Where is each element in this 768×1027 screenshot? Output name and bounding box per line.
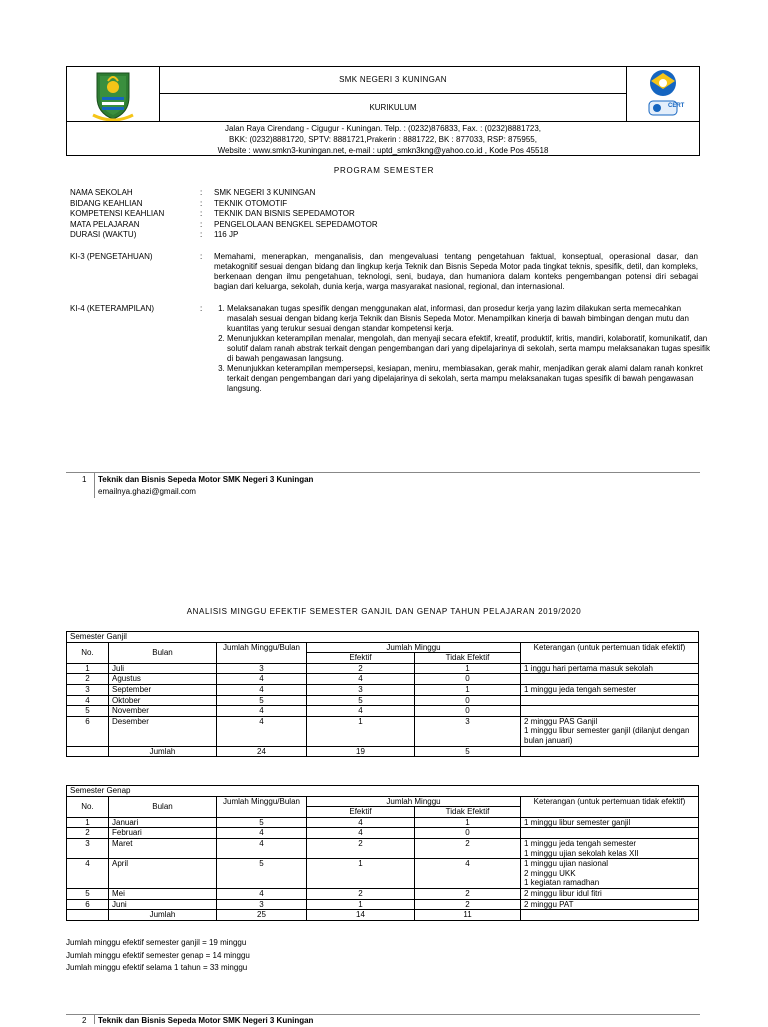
- cell-jumlah: 4: [217, 838, 307, 858]
- school-logo-icon: [627, 67, 699, 121]
- cell-bulan: Februari: [109, 828, 217, 839]
- cell-tidak-efektif: 0: [415, 674, 521, 685]
- summary-line: Jumlah minggu efektif selama 1 tahun = 33 minggu: [66, 963, 248, 972]
- cell-keterangan: 2 minggu PAT: [521, 899, 699, 910]
- col-header-efektif: Efektif: [307, 807, 415, 818]
- col-header-bulan: Bulan: [109, 642, 217, 663]
- cell-keterangan: 1 inggu hari pertama masuk sekolah: [521, 663, 699, 674]
- cell-jumlah: 3: [217, 899, 307, 910]
- contact-line: Website : www.smkn3-kuningan.net, e-mail : uptd_smkn3kng@yahoo.co.id , Kode Pos 45518: [217, 146, 549, 155]
- document-type: KURIKULUM: [369, 103, 417, 112]
- total-jumlah: 24: [217, 746, 307, 757]
- cell: [521, 910, 699, 921]
- semester-label: Semester Ganjil: [67, 632, 699, 643]
- ki4-item: 3. Menunjukkan keterampilan mempersepsi, kesiapan, meniru, membiasakan, gerak mahir, menjadikan gerak alami dalam ranah konkret terkait dengan pengembangan dari yang dipelajarinya di sekolah, serta mampu melaksanakan tugas spesifik di bawah pengawasan langsung.: [227, 364, 711, 394]
- total-tidak-efektif: 11: [415, 910, 521, 921]
- cell-efektif: 5: [307, 695, 415, 706]
- table-row: [67, 716, 699, 746]
- ki4-item: 2. Menunjukkan keterampilan menalar, mengolah, dan menyaji secara efektif, kreatif, produktif, kritis, mandiri, kolaboratif, komunikatif, dan solutif dalam ranah abstrak terkait dengan pengembangan dari yang dipelajarinya di sekolah, serta mampu melaksanakan tugas spesifik di bawah pengawasan langsung.: [227, 334, 711, 364]
- footer-divider: [94, 1014, 95, 1024]
- info-label: DURASI (WAKTU): [70, 230, 137, 239]
- cell-no: 5: [67, 888, 109, 899]
- semester-ganjil-table: [66, 631, 699, 757]
- cell-jumlah: 4: [217, 706, 307, 717]
- ki4-list: [214, 304, 711, 394]
- letterhead: [66, 66, 700, 156]
- cell-keterangan: 1 minggu ujian nasional 2 minggu UKK 1 kegiatan ramadhan: [521, 859, 699, 889]
- west-java-emblem-icon: [67, 67, 159, 121]
- cell-no: 2: [67, 674, 109, 685]
- colon: :: [200, 219, 203, 229]
- ki4-item: 1. Melaksanakan tugas spesifik dengan menggunakan alat, informasi, dan prosedur kerja yang lazim dilakukan serta memecahkan masalah sesuai dengan bidang kerja Teknik dan Bisnis Sepeda Motor. Menampilkan kinerja di bawah bimbingan dengan mutu dan kuantitas yang terukur sesuai dengan standar kompetensi kerja.: [227, 304, 711, 334]
- cell-no: 1: [67, 817, 109, 828]
- table-caption-row: [67, 632, 699, 643]
- table-row: [67, 828, 699, 839]
- cell-no: 4: [67, 695, 109, 706]
- cell-keterangan: 1 minggu libur semester ganjil: [521, 817, 699, 828]
- colon: :: [200, 252, 203, 261]
- provincial-logo-cell: [67, 67, 160, 121]
- table-row: [67, 706, 699, 717]
- total-tidak-efektif: 5: [415, 746, 521, 757]
- col-header-no: No.: [67, 642, 109, 663]
- info-row: [70, 230, 378, 241]
- cell-jumlah: 5: [217, 859, 307, 889]
- cell-efektif: 4: [307, 828, 415, 839]
- cell-tidak-efektif: 0: [415, 695, 521, 706]
- cell-keterangan: [521, 674, 699, 685]
- col-header-tidak-efektif: Tidak Efektif: [415, 807, 521, 818]
- cell-keterangan: 2 minggu libur idul fitri: [521, 888, 699, 899]
- col-header-jumlah: Jumlah Minggu/Bulan: [217, 796, 307, 817]
- cell-jumlah: 3: [217, 663, 307, 674]
- cert-badge: CERT: [668, 103, 685, 109]
- cell-efektif: 3: [307, 684, 415, 695]
- cell-no: 3: [67, 684, 109, 695]
- info-row: [70, 188, 378, 199]
- cell-no: 3: [67, 838, 109, 858]
- cell-no: 1: [67, 663, 109, 674]
- total-efektif: 14: [307, 910, 415, 921]
- info-value: TEKNIK OTOMOTIF: [214, 198, 288, 208]
- colon: :: [200, 304, 203, 313]
- col-header-keterangan: Keterangan (untuk pertemuan tidak efektif): [521, 796, 699, 817]
- cell-bulan: Mei: [109, 888, 217, 899]
- cell-no: 6: [67, 899, 109, 910]
- table-row: [67, 674, 699, 685]
- cell-keterangan: 1 minggu jeda tengah semester: [521, 684, 699, 695]
- footer-divider: [94, 472, 95, 498]
- info-row: [70, 209, 378, 220]
- cell-bulan: Januari: [109, 817, 217, 828]
- table-row: [67, 859, 699, 889]
- table-row: [67, 663, 699, 674]
- info-value: 116 JP: [214, 230, 239, 239]
- info-label: NAMA SEKOLAH: [70, 188, 133, 197]
- address-line: Jalan Raya Cirendang - Cigugur - Kuningan. Telp. : (0232)876833, Fax. : (0232)8881723,: [224, 124, 542, 133]
- ki4-label: KI-4 (KETERAMPILAN): [70, 304, 155, 313]
- page-number: 1: [82, 475, 87, 484]
- colon: :: [200, 198, 203, 208]
- info-value: PENGELOLAAN BENGKEL SEPEDAMOTOR: [214, 219, 378, 229]
- col-header-no: No.: [67, 796, 109, 817]
- cell-tidak-efektif: 1: [415, 663, 521, 674]
- cell-jumlah: 4: [217, 674, 307, 685]
- ki3-label: KI-3 (PENGETAHUAN): [70, 252, 153, 261]
- cell-efektif: 2: [307, 888, 415, 899]
- colon: :: [200, 230, 203, 239]
- info-label: MATA PELAJARAN: [70, 219, 140, 229]
- info-value: SMK NEGERI 3 KUNINGAN: [214, 188, 316, 197]
- cell-tidak-efektif: 1: [415, 684, 521, 695]
- school-logo-cell: [626, 67, 699, 121]
- analysis-title: ANALISIS MINGGU EFEKTIF SEMESTER GANJIL DAN GENAP TAHUN PELAJARAN 2019/2020: [186, 607, 582, 616]
- cell-no: 5: [67, 706, 109, 717]
- cell-no: 4: [67, 859, 109, 889]
- effective-weeks-summary: [66, 937, 250, 975]
- cell-jumlah: 5: [217, 695, 307, 706]
- table-header-row: [67, 796, 699, 807]
- colon: :: [200, 209, 203, 218]
- info-label: BIDANG KEAHLIAN: [70, 198, 143, 208]
- cell-no: 6: [67, 716, 109, 746]
- cell-bulan: Juli: [109, 663, 217, 674]
- info-value: TEKNIK DAN BISNIS SEPEDAMOTOR: [214, 209, 355, 218]
- table-total-row: [67, 746, 699, 757]
- page-title: PROGRAM SEMESTER: [333, 166, 435, 175]
- info-row: [70, 199, 378, 210]
- cell-tidak-efektif: 0: [415, 706, 521, 717]
- cell-bulan: Oktober: [109, 695, 217, 706]
- table-header-row: [67, 642, 699, 653]
- cell-bulan: Maret: [109, 838, 217, 858]
- school-address: [67, 121, 699, 159]
- cell-tidak-efektif: 4: [415, 859, 521, 889]
- footer-rule: [66, 472, 700, 473]
- table-row: [67, 684, 699, 695]
- semester-genap-table: [66, 785, 699, 921]
- cell-keterangan: [521, 828, 699, 839]
- page-number: 2: [82, 1016, 87, 1025]
- cell-keterangan: [521, 706, 699, 717]
- footer-text: Teknik dan Bisnis Sepeda Motor SMK Negeri 3 Kuningan: [98, 475, 314, 484]
- col-header-jumlah: Jumlah Minggu/Bulan: [217, 642, 307, 663]
- cell: [67, 746, 109, 757]
- total-label: Jumlah: [109, 910, 217, 921]
- cell-efektif: 4: [307, 817, 415, 828]
- cell-bulan: November: [109, 706, 217, 717]
- total-efektif: 19: [307, 746, 415, 757]
- col-header-tidak-efektif: Tidak Efektif: [415, 653, 521, 664]
- footer-email: emailnya.ghazi@gmail.com: [98, 487, 196, 496]
- table-row: [67, 888, 699, 899]
- cell-bulan: September: [109, 684, 217, 695]
- cell-keterangan: 1 minggu jeda tengah semester 1 minggu ujian sekolah kelas XII: [521, 838, 699, 858]
- table-row: [67, 899, 699, 910]
- cell-tidak-efektif: 2: [415, 899, 521, 910]
- cell-bulan: Desember: [109, 716, 217, 746]
- cell: [67, 910, 109, 921]
- col-header-jumlah-minggu: Jumlah Minggu: [307, 642, 521, 653]
- school-name: SMK NEGERI 3 KUNINGAN: [159, 67, 627, 94]
- table-caption-row: [67, 786, 699, 797]
- table-row: [67, 695, 699, 706]
- col-header-keterangan: Keterangan (untuk pertemuan tidak efektif): [521, 642, 699, 663]
- cell-bulan: Agustus: [109, 674, 217, 685]
- cell-efektif: 1: [307, 899, 415, 910]
- summary-line: Jumlah minggu efektif semester genap = 14 minggu: [66, 950, 250, 960]
- cell: [521, 746, 699, 757]
- cell-tidak-efektif: 3: [415, 716, 521, 746]
- table-row: [67, 817, 699, 828]
- colon: :: [200, 188, 203, 197]
- total-jumlah: 25: [217, 910, 307, 921]
- total-label: Jumlah: [109, 746, 217, 757]
- cell-keterangan: 2 minggu PAS Ganjil 1 minggu libur semester ganjil (dilanjut dengan bulan januari): [521, 716, 699, 746]
- cell-no: 2: [67, 828, 109, 839]
- cell-tidak-efektif: 2: [415, 888, 521, 899]
- col-header-bulan: Bulan: [109, 796, 217, 817]
- info-label: KOMPETENSI KEAHLIAN: [70, 209, 165, 218]
- cell-tidak-efektif: 1: [415, 817, 521, 828]
- semester-label: Semester Genap: [67, 786, 699, 797]
- cell-efektif: 1: [307, 859, 415, 889]
- cell-jumlah: 5: [217, 817, 307, 828]
- table-row: [67, 838, 699, 858]
- table-total-row: [67, 910, 699, 921]
- cell-bulan: April: [109, 859, 217, 889]
- cell-keterangan: [521, 695, 699, 706]
- identity-table: [70, 188, 378, 241]
- ki3-text: Memahami, menerapkan, menganalisis, dan mengevaluasi tentang pengetahuan faktual, konseptual, operasional dasar, dan metakognitif sesuai dengan bidang dan lingkup kerja Teknik dan Bisnis Sepeda Motor pada tingkat teknis, spesifik, detil, dan kompleks, berkenaan dengan ilmu pengetahuan, teknologi, seni, budaya, dan humaniora dalam konteks pengembangan potensi diri sebagai bagian dari keluarga, sekolah, dunia kerja, warga masyarakat nasional, regional, dan internasional.: [214, 252, 698, 291]
- footer-text: Teknik dan Bisnis Sepeda Motor SMK Negeri 3 Kuningan: [98, 1016, 314, 1025]
- cell-efektif: 1: [307, 716, 415, 746]
- cell-efektif: 4: [307, 674, 415, 685]
- cell-jumlah: 4: [217, 888, 307, 899]
- col-header-efektif: Efektif: [307, 653, 415, 664]
- info-row: [70, 220, 378, 231]
- summary-line: Jumlah minggu efektif semester ganjil = 19 minggu: [66, 938, 247, 947]
- cell-bulan: Juni: [109, 899, 217, 910]
- col-header-jumlah-minggu: Jumlah Minggu: [307, 796, 521, 807]
- cell-jumlah: 4: [217, 716, 307, 746]
- address-line: BKK: (0232)8881720, SPTV: 8881721,Prakerin : 8881722, BK : 877033, RSP: 875955,: [229, 135, 537, 144]
- cell-efektif: 2: [307, 663, 415, 674]
- cell-efektif: 2: [307, 838, 415, 858]
- cell-efektif: 4: [307, 706, 415, 717]
- cell-jumlah: 4: [217, 684, 307, 695]
- cell-tidak-efektif: 0: [415, 828, 521, 839]
- cell-tidak-efektif: 2: [415, 838, 521, 858]
- cell-jumlah: 4: [217, 828, 307, 839]
